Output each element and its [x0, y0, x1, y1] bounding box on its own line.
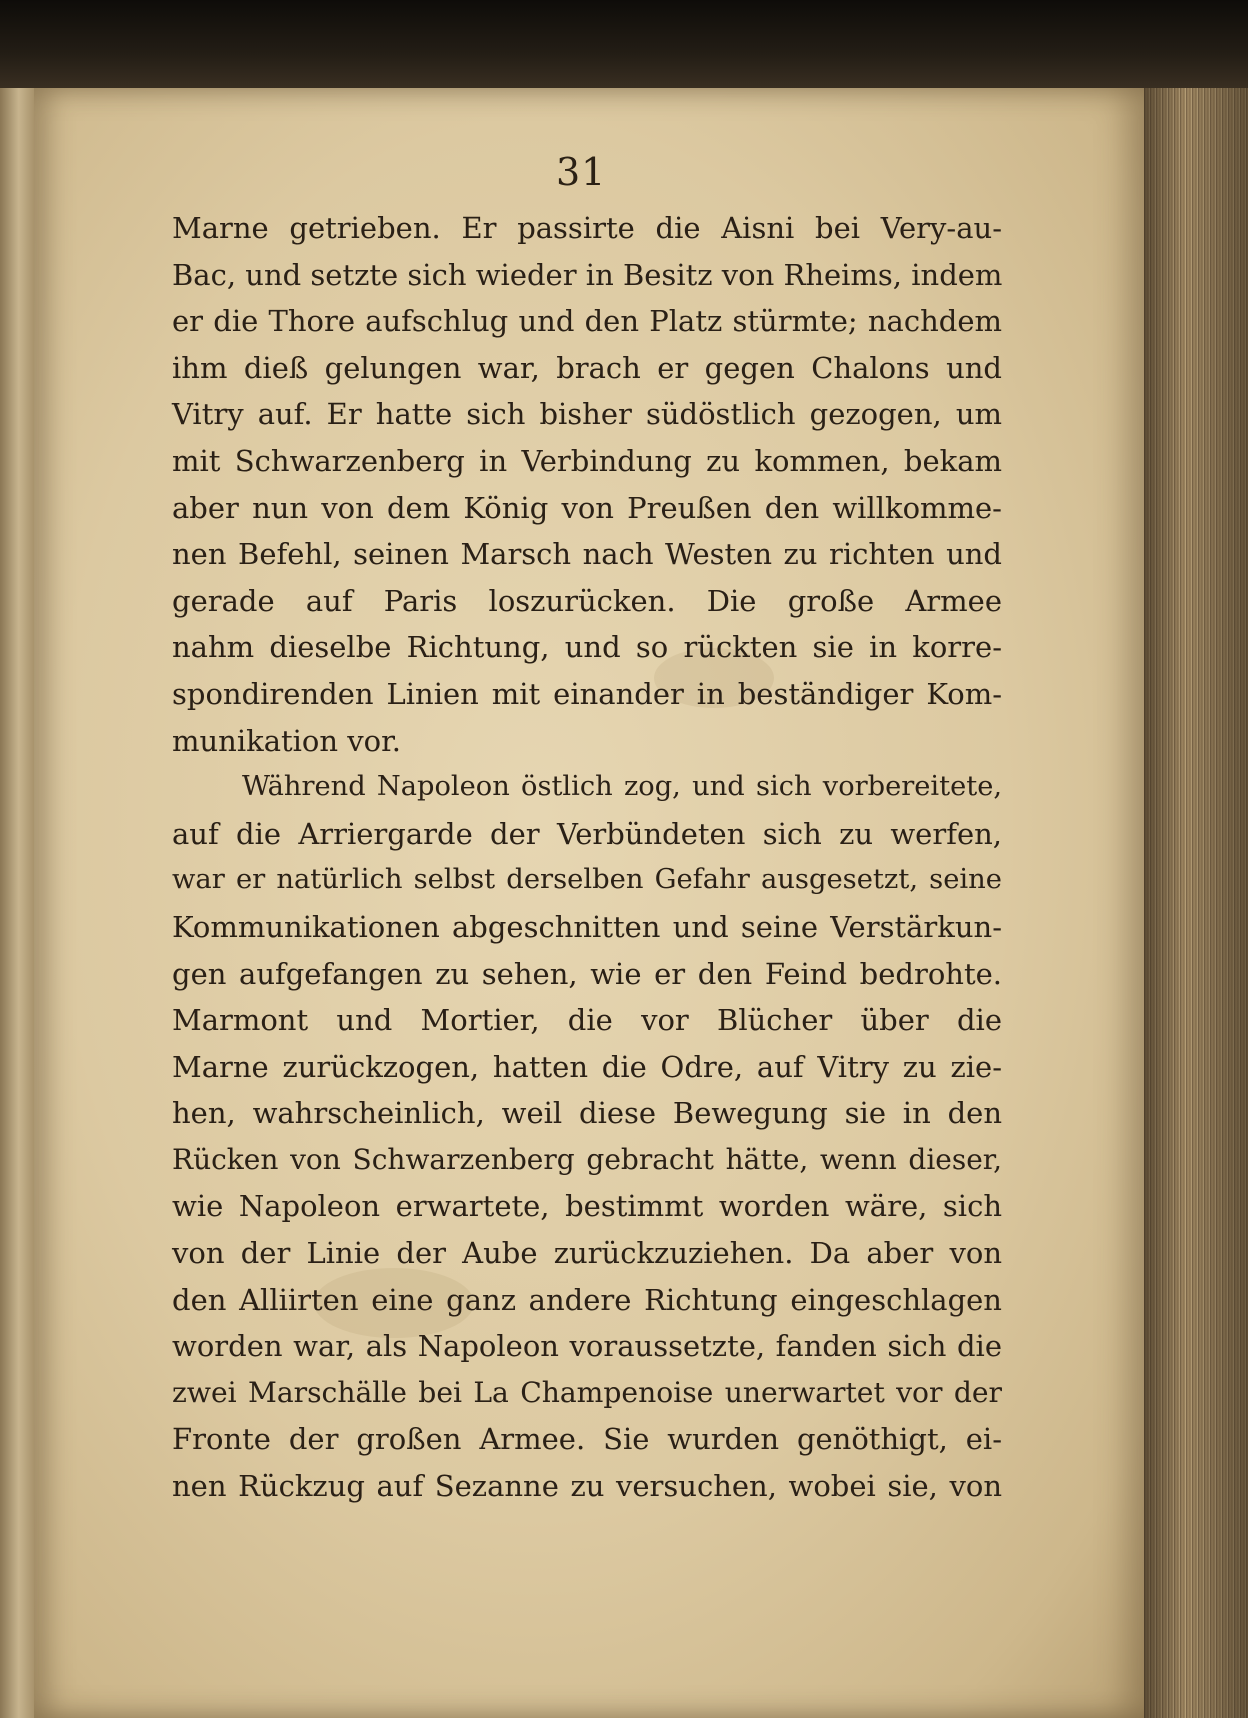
text-line: den Alliirten eine ganz andere Richtung eingeschlagen	[172, 1282, 1002, 1317]
text-line: Bac, und setzte sich wieder in Besitz von Rheims, indem	[172, 257, 1003, 292]
page-block-edges	[1144, 88, 1248, 1718]
text-line: mit Schwarzenberg in Verbindung zu kommen, bekam	[172, 443, 1002, 478]
text-line: spondirenden Linien mit einander in beständiger Kom-	[172, 676, 1002, 711]
text-line: gerade auf Paris loszurücken. Die große Armee	[172, 583, 1002, 618]
text-line: war er natürlich selbst derselben Gefahr ausgesetzt, seine	[172, 864, 1002, 896]
facing-page-edge	[0, 88, 34, 1718]
body-text	[172, 205, 1002, 1510]
text-line: munikation vor.	[172, 723, 402, 758]
text-line: nen Befehl, seinen Marsch nach Westen zu richten und	[172, 537, 1002, 572]
text-line: Marne zurückzogen, hatten die Odre, auf Vitry zu zie-	[172, 1049, 1002, 1084]
text-line: zwei Marschälle bei La Champenoise unerwartet vor der	[172, 1375, 1002, 1409]
text-line: nen Rückzug auf Sezanne zu versuchen, wobei sie, von	[172, 1469, 1002, 1504]
text-line: nahm dieselbe Richtung, und so rückten sie in korre-	[172, 630, 1002, 665]
scan-top-edge	[0, 0, 1248, 90]
text-line: Während Napoleon östlich zog, und sich vorbereitete,	[242, 771, 1002, 803]
text-line: hen, wahrscheinlich, weil diese Bewegung sie in den	[172, 1096, 1002, 1131]
text-line: worden war, als Napoleon voraussetzte, fanden sich die	[172, 1329, 1002, 1364]
text-line: Fronte der großen Armee. Sie wurden genöthigt, ei-	[172, 1422, 1002, 1457]
text-line: aber nun von dem König von Preußen den willkomme-	[172, 490, 1002, 525]
text-line: Marmont und Mortier, die vor Blücher über die	[172, 1003, 1002, 1038]
text-line: Vitry auf. Er hatte sich bisher südöstlich gezogen, um	[172, 397, 1002, 432]
text-line: von der Linie der Aube zurückzuziehen. Da aber von	[172, 1236, 1002, 1271]
text-line: wie Napoleon erwartete, bestimmt worden wäre, sich	[172, 1189, 1002, 1224]
text-line: auf die Arriergarde der Verbündeten sich zu werfen,	[172, 816, 1002, 851]
page-number: 31	[556, 150, 607, 194]
text-line: Rücken von Schwarzenberg gebracht hätte, wenn dieser,	[172, 1142, 1002, 1176]
text-line: Kommunikationen abgeschnitten und seine Verstärkun-	[172, 909, 1002, 944]
text-line: ihm dieß gelungen war, brach er gegen Chalons und	[172, 350, 1002, 385]
text-line: er die Thore aufschlug und den Platz stürmte; nachdem	[172, 304, 1002, 339]
text-line: gen aufgefangen zu sehen, wie er den Feind bedrohte.	[172, 956, 1002, 991]
text-line: Marne getrieben. Er passirte die Aisni bei Very-au-	[172, 211, 1002, 245]
